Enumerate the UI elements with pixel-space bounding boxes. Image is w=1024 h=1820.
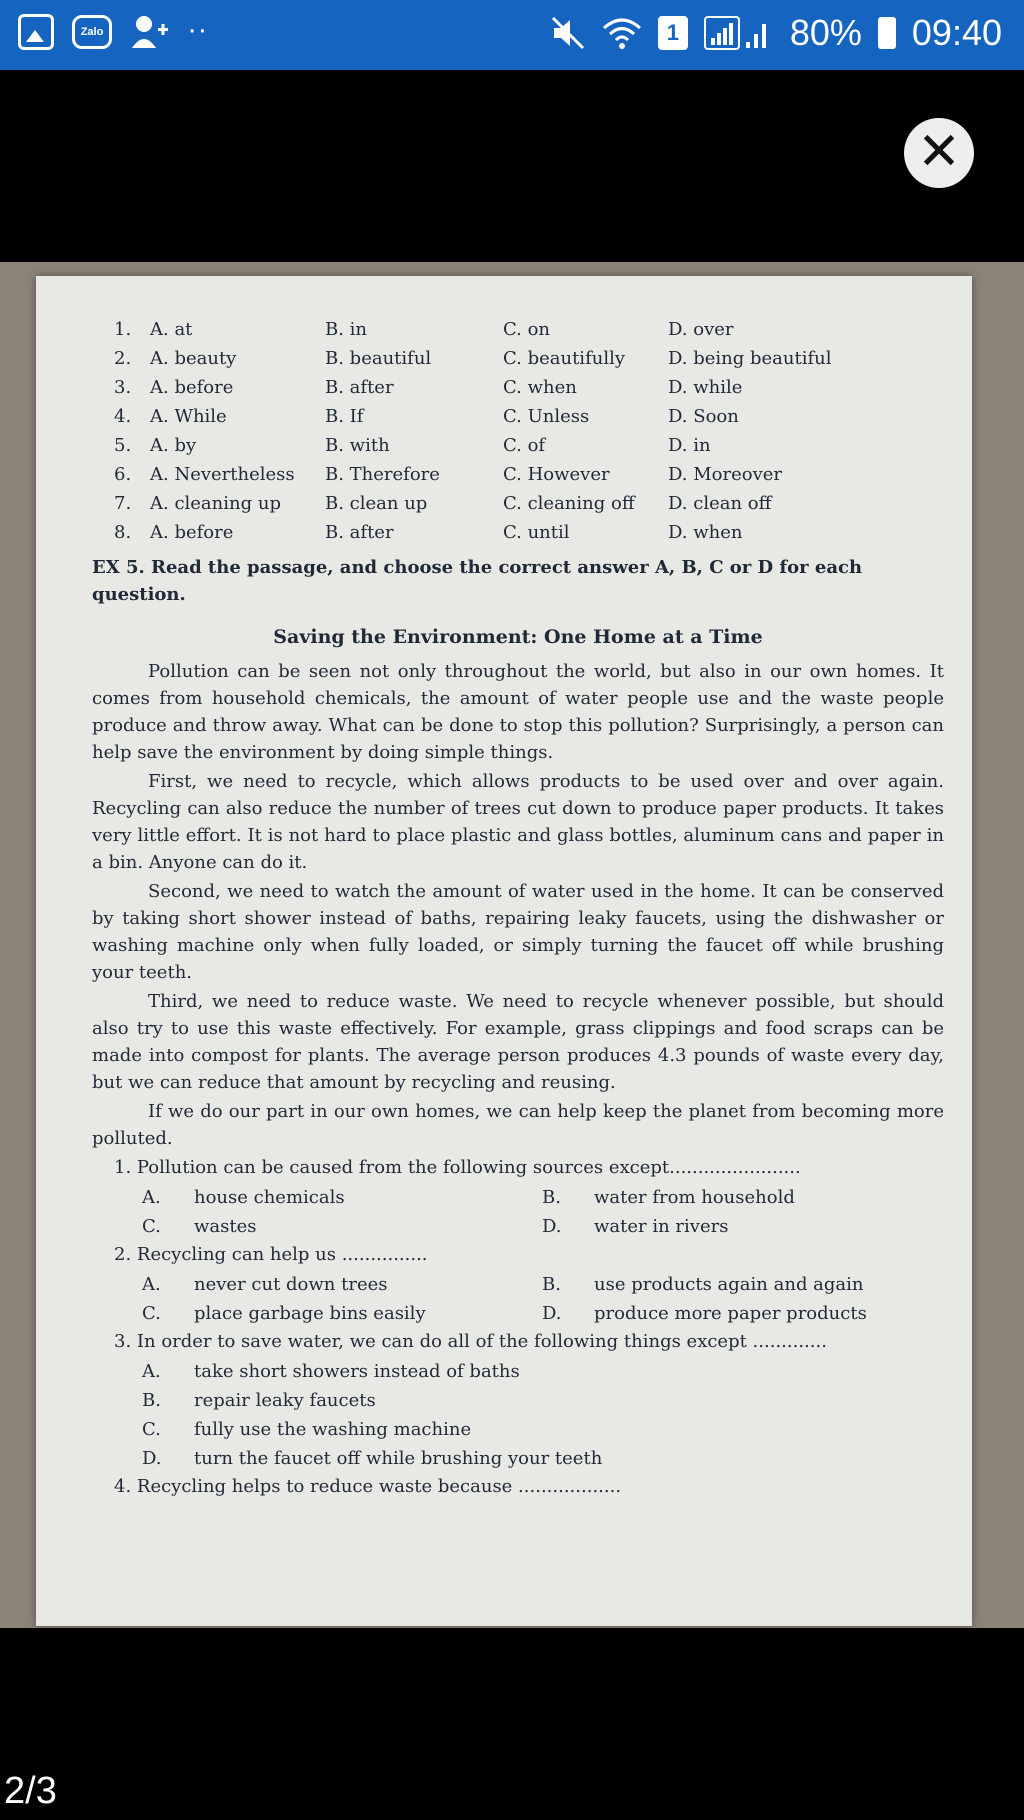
answer-option — [142, 1386, 944, 1415]
option-letter: B. — [542, 1274, 561, 1295]
option-cell: C. However — [503, 464, 610, 485]
answer-option — [142, 1415, 944, 1444]
option-cell: B. after — [325, 377, 394, 398]
option-cell: B. clean up — [325, 493, 428, 514]
option-cell: A. by — [150, 435, 197, 456]
option-cell: C. of — [503, 435, 546, 456]
passage-title: Saving the Environment: One Home at a Time — [273, 626, 763, 648]
option-letter: C. — [142, 1303, 161, 1324]
answer-option — [542, 1270, 962, 1299]
question-4: 4. Recycling helps to reduce waste because .................. — [114, 1476, 622, 1497]
option-cell: A. While — [150, 406, 227, 427]
option-number: 2. — [114, 348, 132, 369]
answer-option — [142, 1183, 542, 1212]
clock: 09:40 — [911, 12, 1002, 53]
option-cell: A. Nevertheless — [150, 464, 295, 485]
passage-paragraph: If we do our part in our own homes, we can help keep the planet from becoming more polluted. — [92, 1101, 944, 1149]
option-letter: D. — [542, 1216, 562, 1237]
option-cell: B. with — [325, 435, 390, 456]
add-contact-icon — [130, 14, 170, 50]
option-cell: A. beauty — [150, 348, 237, 369]
question-2-answers — [142, 1270, 944, 1328]
battery-percent: 80% — [789, 12, 862, 53]
option-text: wastes — [194, 1216, 257, 1237]
option-cell: C. until — [503, 522, 570, 543]
option-cell: B. after — [325, 522, 394, 543]
option-text: produce more paper products — [594, 1303, 867, 1324]
option-number: 1. — [114, 319, 132, 340]
option-letter: A. — [142, 1187, 161, 1208]
option-cell: D. while — [668, 377, 743, 398]
option-cell: D. being beautiful — [668, 348, 832, 369]
option-cell: D. Moreover — [668, 464, 783, 485]
option-text: water from household — [594, 1187, 795, 1208]
more-dots-icon: ·· — [188, 17, 209, 47]
question-1-answers — [142, 1183, 944, 1241]
option-cell: A. before — [150, 377, 234, 398]
option-letter: A. — [142, 1274, 161, 1295]
passage-paragraph: Second, we need to watch the amount of water used in the home. It can be conserved by taking short shower instead of baths, repairing leaky faucets, using the dishwasher or washing machine only when fully loaded, or simply turning the faucet off while brushing your teeth. — [92, 881, 944, 983]
option-cell: D. in — [668, 435, 711, 456]
option-letter: C. — [142, 1216, 161, 1237]
zalo-icon: Zalo — [72, 15, 112, 49]
option-number: 3. — [114, 377, 132, 398]
photo-viewport[interactable] — [0, 262, 1024, 1628]
option-cell: D. clean off — [668, 493, 772, 514]
worksheet-paper — [36, 276, 972, 1626]
gallery-icon — [18, 14, 54, 50]
signal-icon — [704, 16, 774, 50]
option-text: take short showers instead of baths — [194, 1361, 520, 1382]
question-2: 2. Recycling can help us ............... — [114, 1244, 428, 1265]
option-cell: B. If — [325, 406, 364, 427]
option-letter: C. — [142, 1419, 161, 1440]
option-cell: A. at — [150, 319, 193, 340]
option-cell: B. beautiful — [325, 348, 432, 369]
option-text: water in rivers — [594, 1216, 729, 1237]
viewer-top-area — [0, 70, 1024, 260]
option-row — [92, 374, 944, 403]
option-text: use products again and again — [594, 1274, 864, 1295]
option-number: 5. — [114, 435, 132, 456]
close-button[interactable]: ✕ — [904, 118, 974, 188]
option-letter: D. — [142, 1448, 162, 1469]
answer-option — [142, 1357, 944, 1386]
option-letter: B. — [542, 1187, 561, 1208]
option-text: place garbage bins easily — [194, 1303, 426, 1324]
answer-option — [142, 1444, 944, 1473]
option-row — [92, 316, 944, 345]
option-text: fully use the washing machine — [194, 1419, 472, 1440]
battery-icon — [878, 17, 896, 49]
option-number: 6. — [114, 464, 132, 485]
question-3: 3. In order to save water, we can do all of the following things except ............. — [114, 1331, 827, 1352]
option-number: 8. — [114, 522, 132, 543]
option-row — [92, 432, 944, 461]
answer-option — [542, 1299, 962, 1328]
status-right — [550, 12, 1002, 54]
worksheet-content — [92, 316, 944, 1502]
option-text: repair leaky faucets — [194, 1390, 376, 1411]
answer-option — [142, 1212, 542, 1241]
option-cell: C. on — [503, 319, 551, 340]
option-number: 4. — [114, 406, 132, 427]
option-row — [92, 490, 944, 519]
option-number: 7. — [114, 493, 132, 514]
status-bar — [0, 0, 1024, 70]
question-1: 1. Pollution can be caused from the following sources except....................... — [114, 1157, 801, 1178]
option-text: house chemicals — [194, 1187, 345, 1208]
option-cell: C. Unless — [503, 406, 590, 427]
option-letter: A. — [142, 1361, 161, 1382]
passage-paragraph: Third, we need to reduce waste. We need to recycle whenever possible, but should also try to use this waste effectively. For example, grass clippings and food scraps can be made into compost for plants. The average person produces 4.3 pounds of waste every day, but we can reduce that amount by recycling and reusing. — [92, 991, 944, 1093]
option-cell: D. over — [668, 319, 734, 340]
wifi-icon — [602, 16, 642, 50]
passage-paragraph: First, we need to recycle, which allows products to be used over and over again. Recycling can also reduce the number of trees cut down to produce paper products. It takes very little effort. It is not hard to place plastic and glass bottles, aluminum cans and paper in a bin. Anyone can do it. — [92, 771, 944, 873]
sim-badge: 1 — [658, 16, 688, 50]
answer-option — [142, 1299, 542, 1328]
answer-option — [542, 1212, 962, 1241]
option-letter: B. — [142, 1390, 161, 1411]
option-cell: A. before — [150, 522, 234, 543]
option-cell: B. Therefore — [325, 464, 440, 485]
option-row — [92, 519, 944, 548]
question-3-answers — [142, 1357, 944, 1473]
exercise-heading: EX 5. Read the passage, and choose the correct answer A, B, C or D for each question. — [92, 557, 863, 605]
passage-paragraph: Pollution can be seen not only throughout the world, but also in our own homes. It comes from household chemicals, the amount of water people use and the waste people produce and throw away. What can be done to stop this pollution? Surprisingly, a person can help save the environment by doing simple things. — [92, 661, 944, 763]
status-left-icons — [18, 14, 209, 50]
option-cell: C. cleaning off — [503, 493, 635, 514]
answer-options-table — [92, 316, 944, 548]
option-text: turn the faucet off while brushing your teeth — [194, 1448, 603, 1469]
option-cell: D. when — [668, 522, 743, 543]
mute-icon — [550, 15, 586, 51]
option-row — [92, 403, 944, 432]
option-cell: A. cleaning up — [150, 493, 281, 514]
answer-option — [542, 1183, 962, 1212]
option-cell: B. in — [325, 319, 368, 340]
option-row — [92, 461, 944, 490]
option-cell: C. beautifully — [503, 348, 626, 369]
option-letter: D. — [542, 1303, 562, 1324]
option-row — [92, 345, 944, 374]
option-cell: C. when — [503, 377, 577, 398]
page-indicator: 2/3 — [4, 1770, 57, 1812]
answer-option — [142, 1270, 542, 1299]
option-text: never cut down trees — [194, 1274, 388, 1295]
option-cell: D. Soon — [668, 406, 739, 427]
